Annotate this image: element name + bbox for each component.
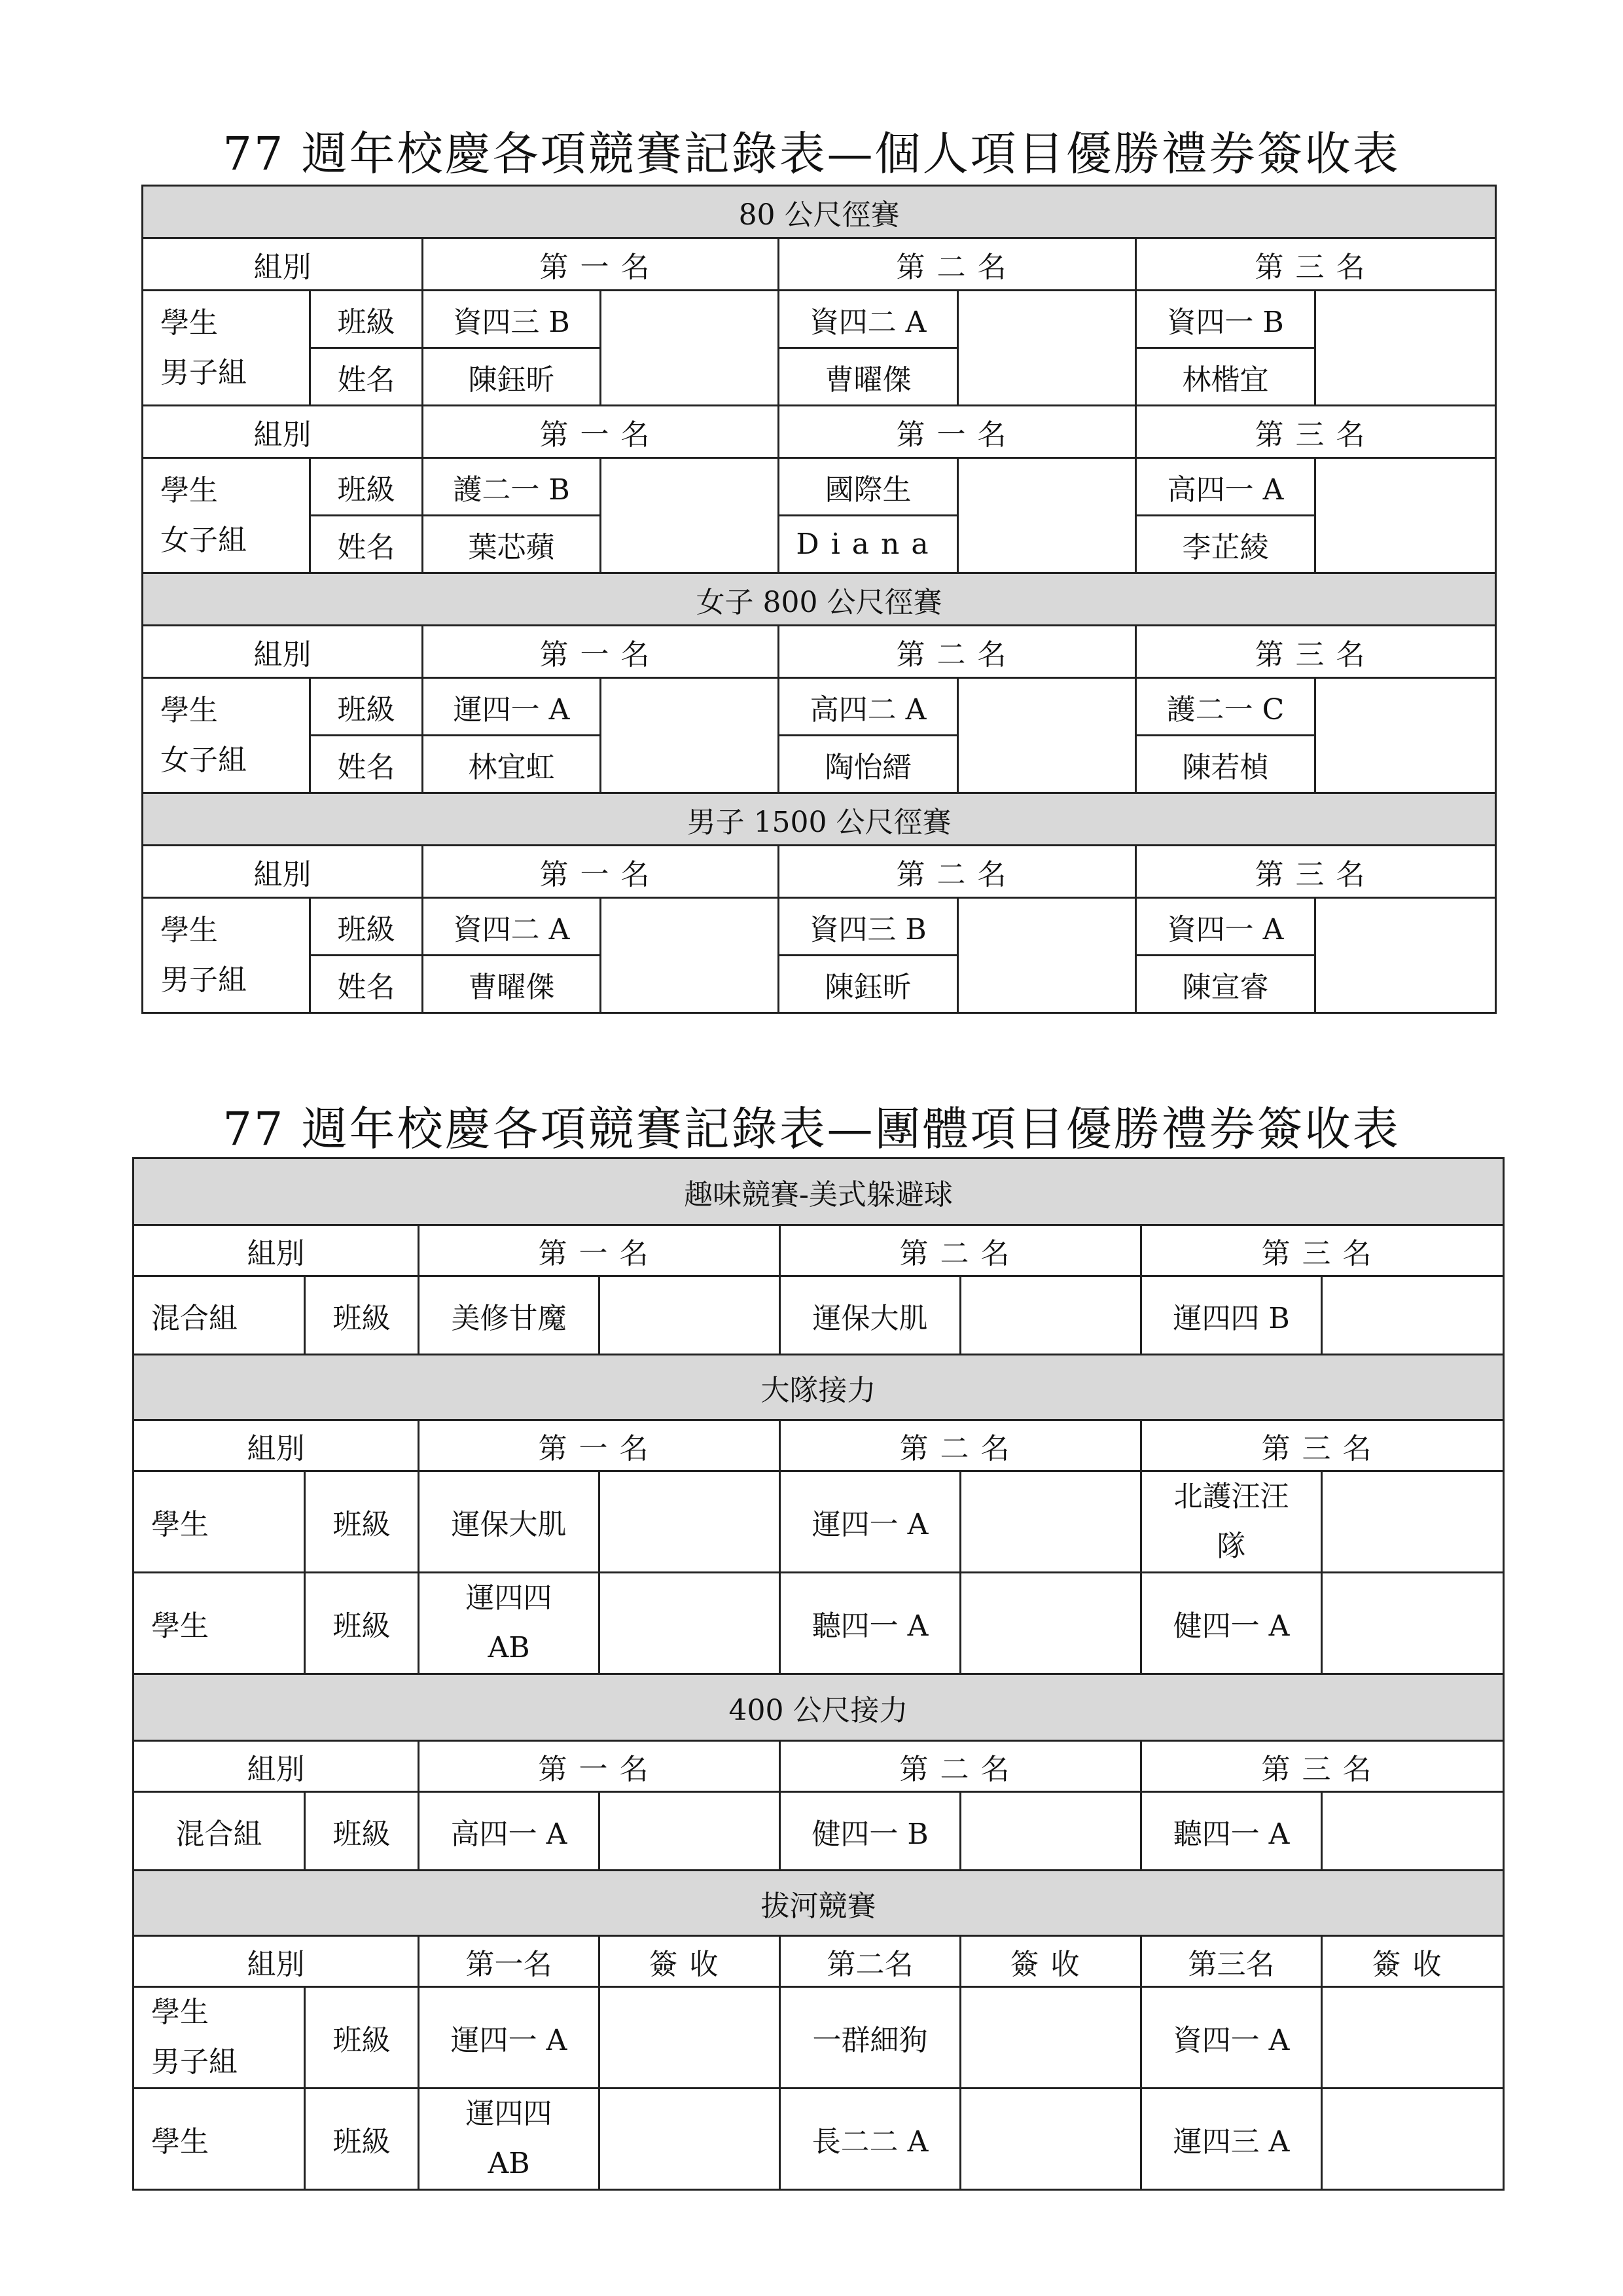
header-first: 第一名	[419, 1741, 780, 1792]
section-dodgeball: 趣味競賽-美式躲避球	[134, 1158, 1504, 1225]
team-title: 77 週年校慶各項競賽記錄表—團體項目優勝禮券簽收表	[223, 1102, 1400, 1156]
class-label: 班級	[305, 1276, 419, 1355]
group-cell: 學生 男子組	[143, 291, 310, 406]
header-second: 第二名	[780, 1420, 1141, 1471]
header-first: 第一名	[423, 406, 779, 458]
second-sign-cell[interactable]	[958, 898, 1136, 1013]
third-class: 健四一 A	[1141, 1573, 1322, 1674]
section-tug-of-war: 拔河競賽	[134, 1871, 1504, 1936]
name-label: 姓名	[310, 516, 423, 573]
class-label: 班級	[310, 678, 423, 736]
header-third: 第三名	[1136, 846, 1496, 898]
individual-table	[141, 185, 1497, 1014]
third-name: 陳若楨	[1136, 736, 1315, 793]
first-sign-cell[interactable]	[599, 2089, 780, 2190]
header-first: 第一名	[423, 238, 779, 291]
second-sign-cell[interactable]	[961, 1276, 1141, 1355]
header-third: 第三名	[1136, 238, 1496, 291]
third-sign-cell[interactable]	[1315, 458, 1496, 573]
group-cell: 學生 女子組	[143, 678, 310, 793]
header-third: 第三名	[1136, 406, 1496, 458]
second-name: 陳鈺昕	[779, 956, 958, 1013]
second-sign-cell[interactable]	[961, 1792, 1141, 1871]
header-third: 第三名	[1136, 626, 1496, 678]
header-second: 第一名	[779, 406, 1136, 458]
header-first-sign: 簽收	[599, 1936, 780, 1987]
second-sign-cell[interactable]	[958, 678, 1136, 793]
second-class: 資四二 A	[779, 291, 958, 348]
group-cell: 混合組	[134, 1276, 305, 1355]
third-sign-cell[interactable]	[1322, 1276, 1504, 1355]
second-sign-cell[interactable]	[961, 1573, 1141, 1674]
second-sign-cell[interactable]	[958, 291, 1136, 406]
class-label: 班級	[305, 1987, 419, 2089]
header-group: 組別	[143, 238, 423, 291]
class-label: 班級	[310, 291, 423, 348]
second-sign-cell[interactable]	[961, 1471, 1141, 1573]
header-first: 第一名	[419, 1420, 780, 1471]
first-class: 資四三 B	[423, 291, 601, 348]
first-class: 運四一 A	[419, 1987, 599, 2089]
first-sign-cell[interactable]	[599, 1573, 780, 1674]
class-label: 班級	[305, 1792, 419, 1871]
header-third: 第三名	[1141, 1936, 1322, 1987]
class-label: 班級	[305, 2089, 419, 2190]
first-class: 運四四 AB	[419, 1573, 599, 1674]
name-label: 姓名	[310, 348, 423, 406]
class-label: 班級	[305, 1573, 419, 1674]
first-sign-cell[interactable]	[599, 1276, 780, 1355]
second-class: 高四二 A	[779, 678, 958, 736]
first-sign-cell[interactable]	[601, 898, 779, 1013]
second-sign-cell[interactable]	[961, 2089, 1141, 2190]
third-sign-cell[interactable]	[1322, 1792, 1504, 1871]
second-class: 健四一 B	[780, 1792, 961, 1871]
header-group: 組別	[143, 406, 423, 458]
second-sign-cell[interactable]	[961, 1987, 1141, 2089]
third-name: 林楷宜	[1136, 348, 1315, 406]
second-name: 曹曜傑	[779, 348, 958, 406]
header-group: 組別	[134, 1420, 419, 1471]
header-second-sign: 簽收	[961, 1936, 1141, 1987]
header-first: 第一名	[419, 1936, 599, 1987]
second-class: 運保大肌	[780, 1276, 961, 1355]
second-name: Diana	[779, 516, 958, 573]
header-first: 第一名	[423, 846, 779, 898]
second-name: 陶怡縉	[779, 736, 958, 793]
first-sign-cell[interactable]	[599, 1987, 780, 2089]
third-class: 資四一 A	[1136, 898, 1315, 956]
third-sign-cell[interactable]	[1322, 1987, 1504, 2089]
third-class: 資四一 A	[1141, 1987, 1322, 2089]
second-sign-cell[interactable]	[958, 458, 1136, 573]
first-sign-cell[interactable]	[601, 458, 779, 573]
first-name: 曹曜傑	[423, 956, 601, 1013]
header-first: 第一名	[419, 1225, 780, 1276]
third-sign-cell[interactable]	[1322, 1471, 1504, 1573]
header-third-sign: 簽收	[1322, 1936, 1504, 1987]
second-class: 聽四一 A	[780, 1573, 961, 1674]
first-name: 林宜虹	[423, 736, 601, 793]
group-cell: 學生	[134, 1573, 305, 1674]
header-second: 第二名	[779, 626, 1136, 678]
group-cell: 學生 男子組	[134, 1987, 305, 2089]
third-class: 運四三 A	[1141, 2089, 1322, 2190]
first-sign-cell[interactable]	[599, 1471, 780, 1573]
class-label: 班級	[305, 1471, 419, 1573]
first-class: 護二一 B	[423, 458, 601, 516]
second-class: 國際生	[779, 458, 958, 516]
group-cell: 學生 女子組	[143, 458, 310, 573]
third-class: 高四一 A	[1136, 458, 1315, 516]
header-second: 第二名	[779, 846, 1136, 898]
group-cell: 學生	[134, 1471, 305, 1573]
group-cell: 學生	[134, 2089, 305, 2190]
second-class: 資四三 B	[779, 898, 958, 956]
third-sign-cell[interactable]	[1315, 678, 1496, 793]
team-table	[132, 1157, 1505, 2191]
third-sign-cell[interactable]	[1322, 2089, 1504, 2190]
name-label: 姓名	[310, 736, 423, 793]
group-cell: 學生 男子組	[143, 898, 310, 1013]
third-class: 北護汪汪 隊	[1141, 1471, 1322, 1573]
header-group: 組別	[134, 1936, 419, 1987]
first-class: 運四四 AB	[419, 2089, 599, 2190]
third-class: 聽四一 A	[1141, 1792, 1322, 1871]
header-first: 第一名	[423, 626, 779, 678]
first-sign-cell[interactable]	[601, 678, 779, 793]
first-class: 運保大肌	[419, 1471, 599, 1573]
name-label: 姓名	[310, 956, 423, 1013]
third-class: 護二一 C	[1136, 678, 1315, 736]
section-400m-relay: 400 公尺接力	[134, 1674, 1504, 1741]
first-sign-cell[interactable]	[601, 291, 779, 406]
section-1500m: 男子 1500 公尺徑賽	[143, 793, 1496, 846]
first-class: 美修甘魔	[419, 1276, 599, 1355]
header-second: 第二名	[780, 1741, 1141, 1792]
individual-title: 77 週年校慶各項競賽記錄表—個人項目優勝禮券簽收表	[223, 127, 1400, 181]
second-class: 長二二 A	[780, 2089, 961, 2190]
first-name: 葉芯蘋	[423, 516, 601, 573]
section-800m: 女子 800 公尺徑賽	[143, 573, 1496, 626]
first-name: 陳鈺昕	[423, 348, 601, 406]
first-class: 運四一 A	[423, 678, 601, 736]
header-second: 第二名	[780, 1225, 1141, 1276]
header-second: 第二名	[779, 238, 1136, 291]
class-label: 班級	[310, 458, 423, 516]
third-class: 資四一 B	[1136, 291, 1315, 348]
first-sign-cell[interactable]	[599, 1792, 780, 1871]
third-name: 陳宣睿	[1136, 956, 1315, 1013]
third-class: 運四四 B	[1141, 1276, 1322, 1355]
third-sign-cell[interactable]	[1315, 291, 1496, 406]
header-group: 組別	[143, 846, 423, 898]
header-group: 組別	[134, 1741, 419, 1792]
header-group: 組別	[134, 1225, 419, 1276]
header-group: 組別	[143, 626, 423, 678]
group-cell: 混合組	[134, 1792, 305, 1871]
second-class: 一群細狗	[780, 1987, 961, 2089]
first-class: 資四二 A	[423, 898, 601, 956]
header-second: 第二名	[780, 1936, 961, 1987]
header-third: 第三名	[1141, 1420, 1504, 1471]
section-relay: 大隊接力	[134, 1355, 1504, 1420]
section-80m: 80 公尺徑賽	[143, 186, 1496, 238]
class-label: 班級	[310, 898, 423, 956]
third-sign-cell[interactable]	[1315, 898, 1496, 1013]
header-third: 第三名	[1141, 1225, 1504, 1276]
third-sign-cell[interactable]	[1322, 1573, 1504, 1674]
first-class: 高四一 A	[419, 1792, 599, 1871]
second-class: 運四一 A	[780, 1471, 961, 1573]
header-third: 第三名	[1141, 1741, 1504, 1792]
third-name: 李芷綾	[1136, 516, 1315, 573]
